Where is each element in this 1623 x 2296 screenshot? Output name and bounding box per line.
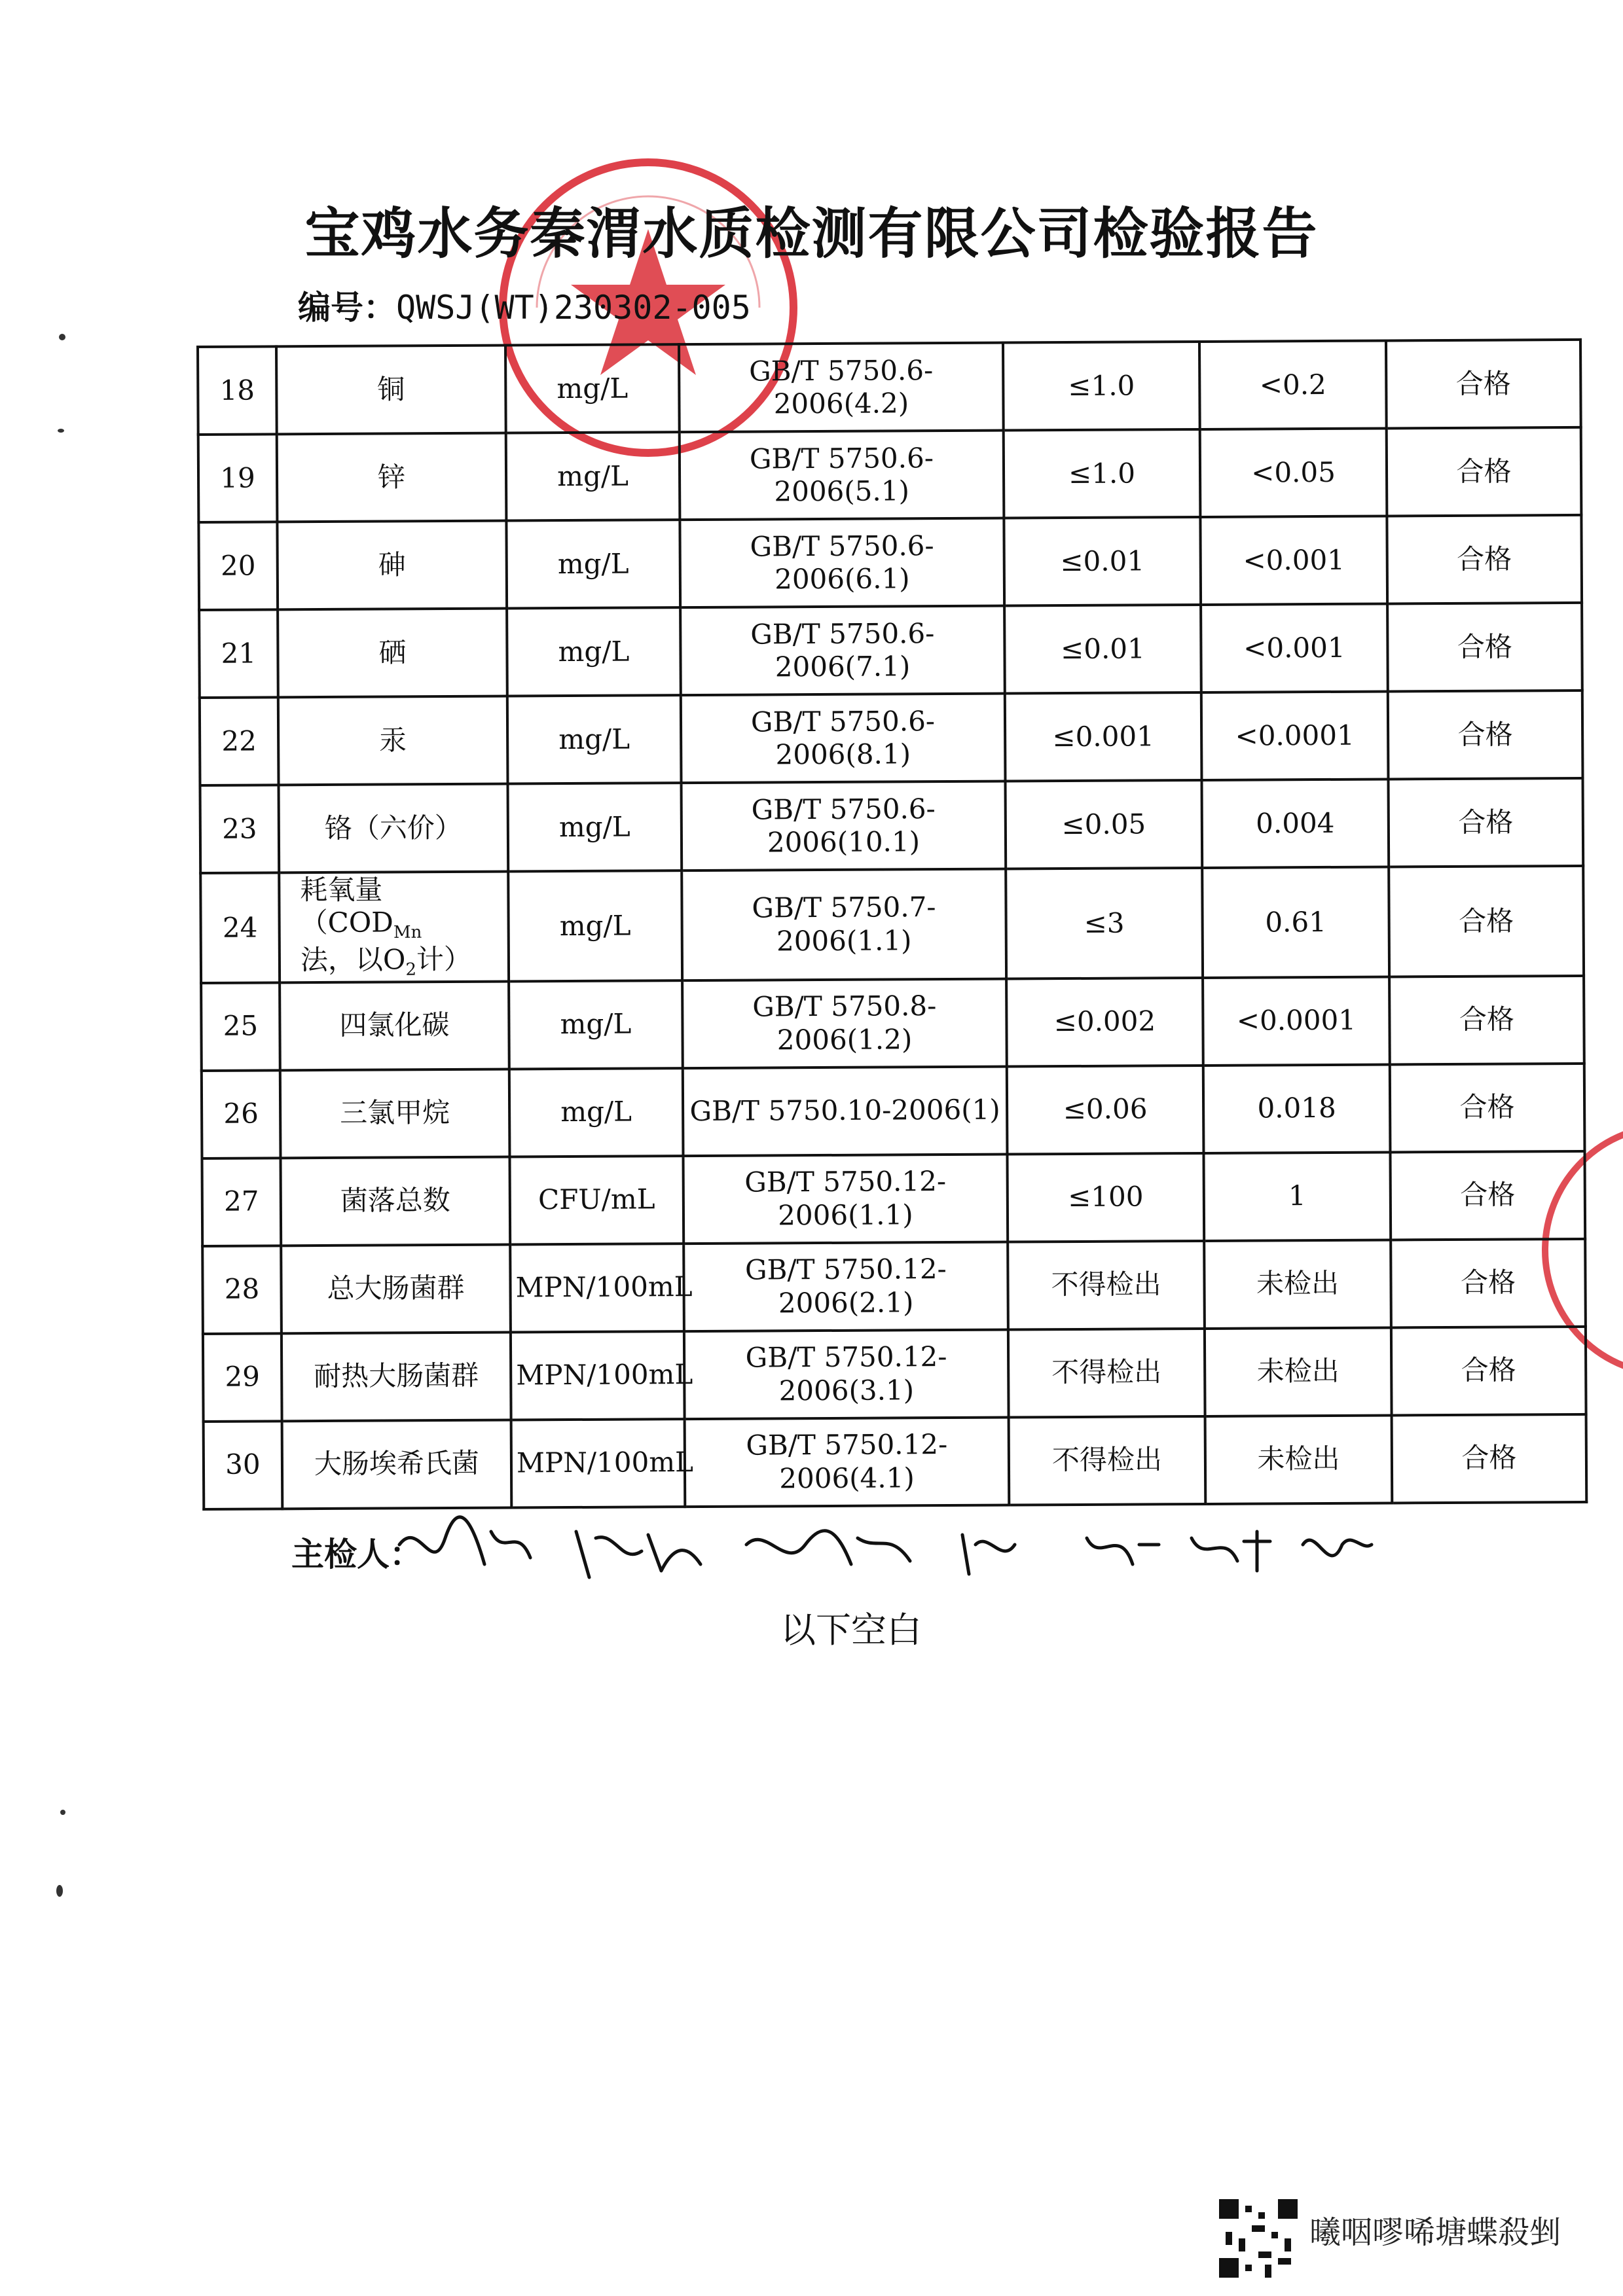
- verdict: 合格: [1389, 975, 1584, 1064]
- standard-limit: ≤0.05: [1006, 780, 1203, 869]
- verdict: 合格: [1390, 1063, 1585, 1152]
- test-result: 0.004: [1201, 779, 1389, 867]
- verdict: 合格: [1388, 691, 1583, 780]
- inspectors-label: 主检人：: [291, 1535, 422, 1573]
- item-name-sub2: 2: [405, 960, 417, 980]
- item-unit: mg/L: [506, 520, 680, 608]
- table-row: [202, 1063, 1585, 1158]
- item-unit: MPN/100mL: [511, 1419, 685, 1507]
- item-name: 锌: [277, 433, 507, 522]
- row-number: 29: [203, 1333, 282, 1422]
- scan-mark: [59, 334, 65, 340]
- standard-limit: ≤100: [1007, 1153, 1204, 1242]
- row-number: 25: [201, 982, 280, 1071]
- test-result: <0.001: [1200, 516, 1387, 604]
- row-number: 27: [202, 1158, 282, 1246]
- test-result: <0.0001: [1203, 977, 1390, 1065]
- scan-mark: [56, 1885, 63, 1897]
- item-unit: mg/L: [508, 870, 682, 981]
- report-title: 宝鸡水务秦渭水质检测有限公司检验报告: [304, 202, 1319, 266]
- standard-limit: ≤0.001: [1005, 692, 1202, 781]
- row-number: 28: [202, 1246, 282, 1334]
- item-unit: CFU/mL: [509, 1156, 684, 1244]
- standard-limit: 不得检出: [1008, 1241, 1205, 1330]
- standard-limit: ≤1.0: [1003, 342, 1200, 431]
- item-name-sub1: Mn: [393, 922, 422, 943]
- table-row: [200, 778, 1584, 873]
- standard-limit: 不得检出: [1009, 1416, 1206, 1505]
- test-result: <0.05: [1200, 428, 1387, 516]
- table-row: [200, 866, 1584, 983]
- table-row: [204, 1414, 1587, 1509]
- test-result: 0.018: [1203, 1064, 1391, 1153]
- table-row: [203, 1326, 1586, 1421]
- footer-text: 曦咽嘐唏塘蝶殺剉: [1309, 2214, 1561, 2251]
- test-method: GB/T 5750.7-2006(1.1): [682, 869, 1006, 980]
- verdict: 合格: [1388, 778, 1583, 867]
- standard-limit: ≤0.002: [1006, 978, 1203, 1067]
- test-method: GB/T 5750.6-2006(7.1): [680, 606, 1005, 696]
- test-result: <0.2: [1199, 340, 1387, 429]
- test-method: GB/T 5750.6-2006(10.1): [682, 781, 1006, 871]
- item-unit: mg/L: [509, 980, 683, 1069]
- table-row: [198, 515, 1582, 610]
- handwritten-signatures: [393, 1505, 1375, 1597]
- standard-limit: 不得检出: [1008, 1329, 1205, 1418]
- item-unit: mg/L: [509, 1068, 684, 1157]
- test-method: GB/T 5750.6-2006(5.1): [680, 431, 1004, 520]
- item-unit: MPN/100mL: [511, 1331, 685, 1420]
- row-number: 19: [198, 434, 278, 522]
- standard-limit: ≤0.01: [1004, 517, 1201, 606]
- row-number: 22: [200, 697, 279, 785]
- report-number-label: 编号：: [298, 289, 396, 327]
- standard-limit: ≤3: [1006, 868, 1203, 978]
- item-unit: mg/L: [505, 344, 680, 433]
- scan-mark: [60, 1810, 65, 1815]
- test-result: 未检出: [1204, 1240, 1391, 1328]
- item-name-line2: 法，以O: [300, 943, 406, 977]
- row-number: 30: [204, 1421, 283, 1509]
- item-name: [279, 872, 509, 982]
- item-unit: mg/L: [506, 432, 680, 520]
- table-row: [199, 603, 1582, 698]
- item-name: 铬（六价）: [279, 784, 509, 873]
- table-row: [198, 340, 1581, 435]
- test-method: GB/T 5750.6-2006(4.2): [679, 343, 1004, 433]
- test-method: GB/T 5750.8-2006(1.2): [682, 978, 1007, 1068]
- row-number: 24: [200, 872, 280, 982]
- standard-limit: ≤1.0: [1004, 429, 1201, 518]
- test-method: GB/T 5750.6-2006(6.1): [680, 518, 1004, 608]
- test-method: GB/T 5750.12-2006(2.1): [684, 1242, 1008, 1331]
- test-result: 未检出: [1205, 1415, 1393, 1503]
- item-unit: mg/L: [507, 607, 681, 696]
- item-name: 总大肠菌群: [281, 1244, 511, 1333]
- qr-code-icon: [1219, 2199, 1298, 2278]
- verdict: 合格: [1392, 1414, 1587, 1503]
- item-name-line2-end: 计）: [416, 942, 472, 976]
- row-number: 26: [202, 1070, 281, 1158]
- standard-limit: ≤0.01: [1004, 605, 1201, 694]
- item-unit: MPN/100mL: [510, 1244, 684, 1332]
- item-unit: mg/L: [508, 783, 682, 871]
- results-table: [196, 338, 1588, 1511]
- test-result: <0.001: [1201, 603, 1388, 692]
- row-number: 18: [198, 346, 277, 435]
- test-method: GB/T 5750.12-2006(1.1): [683, 1154, 1008, 1244]
- item-name: 三氯甲烷: [280, 1069, 510, 1158]
- test-result: <0.0001: [1201, 691, 1389, 780]
- test-result: 1: [1203, 1152, 1391, 1240]
- item-name: 大肠埃希氏菌: [282, 1420, 512, 1509]
- item-name: 硒: [278, 609, 507, 698]
- verdict: 合格: [1387, 515, 1582, 604]
- table-row: [202, 1151, 1586, 1246]
- blank-below-note: 以下空白: [780, 1609, 922, 1651]
- scan-mark: [58, 429, 64, 433]
- verdict: 合格: [1386, 340, 1581, 429]
- table-row: [201, 975, 1584, 1070]
- test-result: 未检出: [1205, 1327, 1392, 1416]
- test-method: GB/T 5750.10-2006(1): [683, 1066, 1008, 1156]
- row-number: 21: [199, 609, 278, 698]
- table-row: [202, 1238, 1586, 1333]
- standard-limit: ≤0.06: [1007, 1066, 1204, 1155]
- verdict: 合格: [1391, 1326, 1586, 1415]
- item-unit: mg/L: [507, 695, 682, 783]
- item-name-line1: 耗氧量（COD: [300, 873, 393, 939]
- item-name: 菌落总数: [280, 1157, 510, 1246]
- item-name: 四氯化碳: [280, 981, 509, 1070]
- verdict: 合格: [1390, 1151, 1585, 1240]
- verdict: 合格: [1389, 866, 1584, 977]
- test-result: 0.61: [1202, 867, 1389, 977]
- item-name: 汞: [278, 696, 508, 785]
- report-number: [298, 281, 751, 329]
- test-method: GB/T 5750.12-2006(3.1): [684, 1329, 1009, 1419]
- item-name: 耐热大肠菌群: [282, 1332, 511, 1421]
- verdict: 合格: [1387, 427, 1582, 516]
- test-method: GB/T 5750.12-2006(4.1): [685, 1417, 1010, 1507]
- verdict: 合格: [1391, 1238, 1586, 1327]
- report-number-value: QWSJ(WT)230302-005: [396, 289, 751, 327]
- test-method: GB/T 5750.6-2006(8.1): [681, 694, 1006, 783]
- item-name: 砷: [277, 521, 507, 610]
- table-row: [200, 691, 1583, 785]
- item-name: 铜: [276, 346, 506, 435]
- row-number: 23: [200, 785, 280, 873]
- table-row: [198, 427, 1582, 522]
- row-number: 20: [198, 522, 278, 610]
- verdict: 合格: [1387, 603, 1582, 692]
